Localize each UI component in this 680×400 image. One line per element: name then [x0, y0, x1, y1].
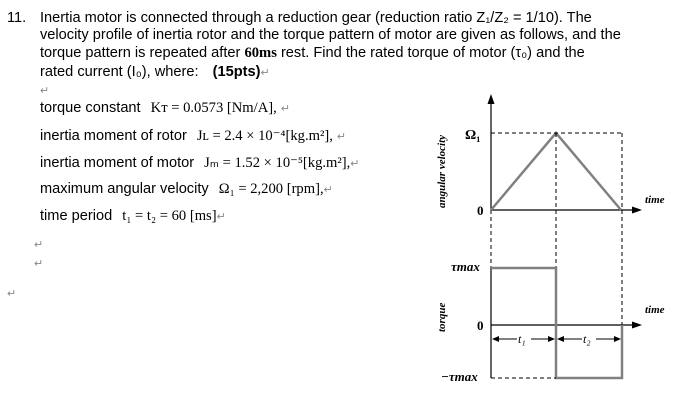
- given-expr: Kᴛ = 0.0573 [Nm/A],: [150, 100, 277, 116]
- question-line-3-pre: torque pattern is repeated after: [40, 45, 245, 61]
- t1-right-arrow: [548, 336, 555, 342]
- velocity-zero-label: 0: [477, 203, 484, 218]
- question-line-1: Inertia motor is connected through a reduction gear (reduction ratio Z₁/Z₂ = 1/10). The: [40, 10, 592, 26]
- paragraph-mark: ↵: [336, 131, 347, 143]
- given-label: torque constant: [40, 100, 141, 116]
- paragraph-mark: ↵: [260, 67, 270, 79]
- rest-duration: 60ms: [244, 45, 277, 61]
- t1-label: t₁: [518, 332, 526, 346]
- paragraph-mark: ↵: [350, 158, 360, 170]
- torque-x-arrow: [632, 322, 642, 329]
- paragraph-mark: ↵: [323, 184, 333, 196]
- given-label: inertia moment of motor: [40, 155, 195, 171]
- torque-min-label: −τmax: [441, 369, 478, 384]
- t2-left-arrow: [557, 336, 564, 342]
- question-line-2: velocity profile of inertia rotor and the torque pattern of motor are given as follows, and the: [40, 27, 621, 43]
- velocity-peak-label: Ω₁: [465, 128, 481, 143]
- paragraph-mark: ↵: [40, 85, 50, 97]
- paragraph-mark: ↵: [34, 239, 44, 251]
- given-label: maximum angular velocity: [40, 181, 209, 197]
- given-label: time period: [40, 208, 113, 224]
- torque-pattern-line: [491, 268, 622, 378]
- paragraph-mark: ↵: [216, 211, 226, 223]
- given-label: inertia moment of rotor: [40, 128, 187, 144]
- velocity-plot: [436, 94, 665, 218]
- torque-axis-label: torque: [436, 302, 448, 332]
- velocity-time-label: time: [645, 194, 665, 206]
- torque-time-label: time: [645, 304, 665, 316]
- velocity-y-arrow: [488, 94, 495, 104]
- points-badge: (15pts): [212, 64, 261, 80]
- paragraph-mark: ↵: [7, 288, 17, 300]
- paragraph-mark: ↵: [280, 103, 291, 115]
- torque-max-label: τmax: [451, 259, 480, 274]
- question-line-3-post: rest. Find the rated torque of motor (τ₀) and the: [276, 45, 585, 61]
- question-line-4-text: rated current (I₀), where:: [40, 64, 199, 80]
- given-expr: Jʟ = 2.4 × 10⁻⁴[kg.m²],: [196, 128, 333, 144]
- given-expr: Ω₁ = 2,200 [rpm],: [218, 181, 324, 197]
- t2-right-arrow: [614, 336, 621, 342]
- given-expr: Jₘ = 1.52 × 10⁻⁵[kg.m²],: [204, 155, 351, 171]
- velocity-x-arrow: [632, 207, 642, 214]
- question-number: 11.: [7, 10, 27, 26]
- given-expr: t₁ = t₂ = 60 [ms]: [122, 208, 217, 224]
- velocity-axis-label: angular velocity: [436, 134, 448, 208]
- torque-plot: [436, 259, 665, 384]
- paragraph-mark: ↵: [34, 258, 44, 270]
- torque-zero-label: 0: [477, 318, 484, 333]
- t2-label: t₂: [583, 332, 591, 346]
- t1-left-arrow: [492, 336, 499, 342]
